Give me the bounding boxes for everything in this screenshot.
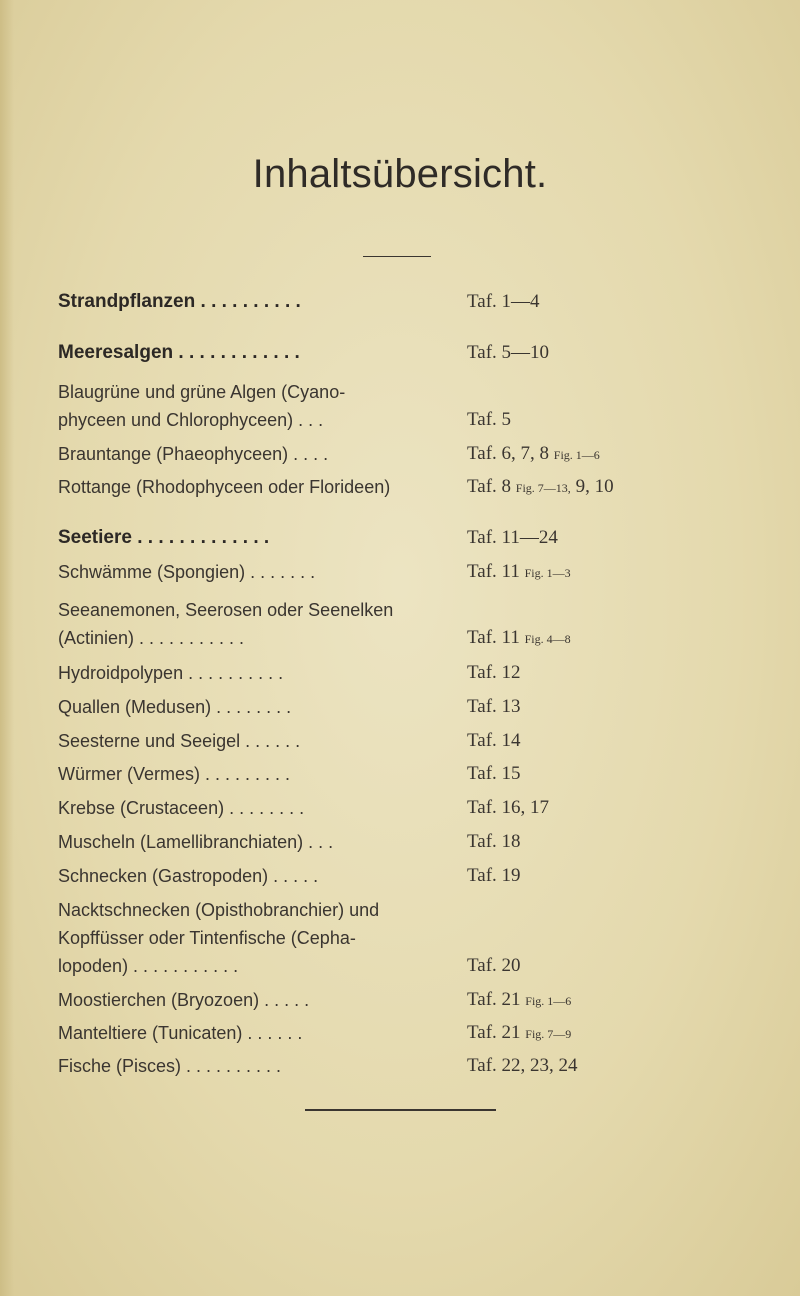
entry-plates: Taf. 18 — [467, 831, 521, 852]
entry-plates: Taf. 12 — [467, 662, 521, 683]
page-title: Inhaltsübersicht. — [252, 152, 548, 196]
entry-label: Seeanemonen, Seerosen oder Seenelken — [58, 600, 394, 620]
entry-plates: Taf. 15 — [467, 763, 521, 784]
entry-plates-text: Taf. 21 — [467, 1022, 521, 1043]
entry-label: lopoden) . . . . . . . . . . . — [58, 956, 239, 976]
entry-label: Manteltiere (Tunicaten) . . . . . . — [58, 1023, 303, 1043]
section-label: Seetiere . . . . . . . . . . . . . — [58, 527, 270, 548]
toc-entry — [58, 1052, 658, 1080]
entry-plates: Taf. 16, 17 — [467, 797, 550, 818]
entry-figures: Fig. 1—6 — [525, 994, 572, 1008]
entry-label: Würmer (Vermes) . . . . . . . . . — [58, 764, 291, 784]
toc-entry — [58, 1019, 658, 1047]
section-label: Meeresalgen . . . . . . . . . . . . — [58, 342, 300, 363]
entry-figures: Fig. 4—8 — [524, 632, 571, 646]
toc-entry — [58, 596, 658, 624]
entry-plates: Taf. 13 — [467, 696, 521, 717]
entry-label: Hydroidpolypen . . . . . . . . . . — [58, 663, 284, 683]
toc-entry — [58, 693, 658, 721]
entry-plates-text: Taf. 6, 7, 8 — [467, 443, 550, 464]
entry-plates — [467, 624, 571, 653]
title-rule — [363, 256, 431, 257]
entry-plates — [467, 1019, 571, 1048]
entry-figures: Fig. 1—6 — [553, 448, 600, 462]
toc-entry — [58, 952, 658, 980]
entry-plates — [467, 473, 614, 502]
toc-section-meeresalgen — [58, 339, 658, 367]
toc-entry — [58, 760, 658, 788]
entry-label: phyceen und Chlorophyceen) . . . — [58, 410, 324, 430]
toc-entry — [58, 862, 658, 890]
entry-figures: Fig. 7—9 — [525, 1027, 572, 1041]
entry-plates: Taf. 5 — [467, 409, 512, 430]
entry-label: Schwämme (Spongien) . . . . . . . — [58, 562, 316, 582]
entry-plates — [467, 558, 571, 587]
toc-entry — [58, 440, 658, 468]
entry-plates-text: Taf. 8 — [467, 476, 512, 497]
toc-entry — [58, 473, 658, 501]
entry-label: Seesterne und Seeigel . . . . . . — [58, 731, 301, 751]
toc-section-strandpflanzen — [58, 288, 658, 316]
closing-rule — [305, 1109, 496, 1111]
entry-figures: Fig. 1—3 — [524, 566, 571, 580]
entry-plates — [467, 986, 571, 1015]
entry-label: Quallen (Medusen) . . . . . . . . — [58, 697, 292, 717]
toc-entry — [58, 896, 658, 924]
entry-plates: Taf. 14 — [467, 730, 521, 751]
entry-label: Moostierchen (Bryozoen) . . . . . — [58, 990, 310, 1010]
section-plates: Taf. 5—10 — [467, 342, 550, 363]
entry-plates-text: Taf. 11 — [467, 561, 520, 582]
entry-label: Muscheln (Lamellibranchiaten) . . . — [58, 832, 334, 852]
entry-label: Fische (Pisces) . . . . . . . . . . — [58, 1056, 282, 1076]
toc-entry — [58, 924, 658, 952]
toc-entry — [58, 828, 658, 856]
toc-entry — [58, 659, 658, 687]
section-plates: Taf. 1—4 — [467, 291, 540, 312]
entry-label: Rottange (Rhodophyceen oder Florideen) — [58, 477, 391, 497]
toc-entry — [58, 727, 658, 755]
toc-entry — [58, 558, 658, 586]
entry-label: Krebse (Crustaceen) . . . . . . . . — [58, 798, 305, 818]
entry-plates-text: Taf. 11 — [467, 627, 520, 648]
toc-entry — [58, 378, 658, 406]
entry-plates: Taf. 19 — [467, 865, 521, 886]
toc-section-seetiere — [58, 524, 658, 552]
entry-label: Nacktschnecken (Opisthobranchier) und — [58, 900, 380, 920]
entry-figures: Fig. 7—13, — [515, 481, 571, 495]
toc-entry — [58, 624, 658, 652]
toc-entry — [58, 406, 658, 434]
entry-label: (Actinien) . . . . . . . . . . . — [58, 628, 245, 648]
entry-plates-tail: 9, 10 — [575, 476, 614, 497]
section-plates: Taf. 11—24 — [467, 527, 558, 548]
entry-label: Schnecken (Gastropoden) . . . . . — [58, 866, 319, 886]
entry-label: Kopffüsser oder Tintenfische (Cepha- — [58, 928, 356, 948]
entry-label: Brauntange (Phaeophyceen) . . . . — [58, 444, 329, 464]
toc-entry — [58, 986, 658, 1014]
entry-plates: Taf. 22, 23, 24 — [467, 1055, 578, 1076]
entry-plates: Taf. 20 — [467, 955, 521, 976]
toc-entry — [58, 794, 658, 822]
section-label: Strandpflanzen . . . . . . . . . . — [58, 291, 301, 312]
entry-plates — [467, 440, 600, 469]
entry-plates-text: Taf. 21 — [467, 989, 521, 1010]
entry-label: Blaugrüne und grüne Algen (Cyano- — [58, 382, 346, 402]
